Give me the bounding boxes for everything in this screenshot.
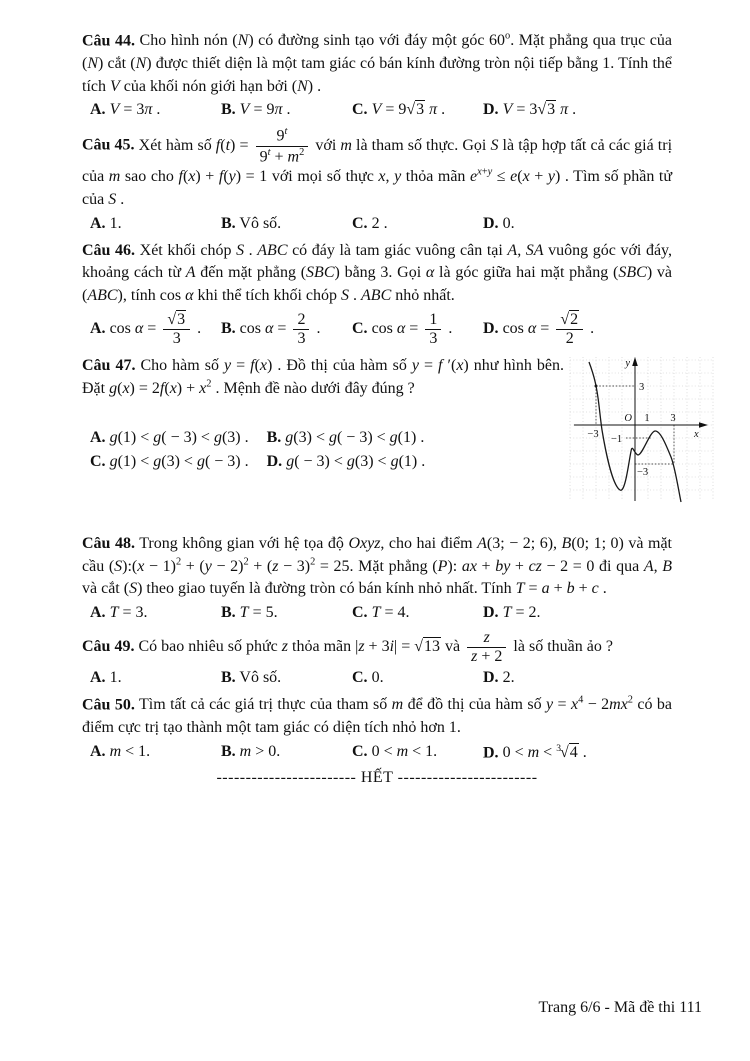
question-45-body bbox=[82, 126, 672, 211]
question-49-options bbox=[82, 669, 672, 687]
question-45-options bbox=[82, 215, 672, 233]
question-45-label: Câu 45. bbox=[82, 136, 135, 154]
q47-option-a: A. g(1) < g( − 3) < g(3) . bbox=[90, 429, 249, 447]
question-44 bbox=[82, 30, 672, 119]
q49-option-d: D. 2. bbox=[483, 668, 515, 686]
question-47 bbox=[82, 355, 699, 507]
question-45-text: Xét hàm số f(t) = $\frac{9^t}{9^t + m^2}$ với m là tham số thực. Gọi S là tập hợp tất cả các giá trị của m sao cho f(x) + f(y) = 1 với mọi số thực x, y thỏa mãn $e^{x+y} \le e(x + y)$ . Tìm số phần tử của S . bbox=[82, 126, 673, 208]
question-48 bbox=[82, 533, 672, 622]
q45-option-c: C. 2 . bbox=[352, 214, 388, 232]
q48-option-d: D. T = 2. bbox=[483, 604, 541, 622]
question-48-options bbox=[82, 604, 672, 622]
question-46-text: Xét khối chóp S . ABC có đáy là tam giác vuông cân tại A, SA vuông góc với đáy, khoảng cách từ A đến mặt phẳng (SBC) bằng 3. Gọi α là góc giữa hai mặt phẳng (SBC) và (ABC), tính cos α khi thể tích khối chóp S . ABC nhỏ nhất. bbox=[82, 241, 673, 305]
q45-option-a: A. 1. bbox=[90, 214, 122, 232]
q44-option-c: C. V = 9√3 π . bbox=[352, 101, 446, 119]
question-47-options bbox=[82, 426, 572, 474]
question-48-body bbox=[82, 533, 672, 601]
question-46 bbox=[82, 240, 672, 348]
q49-option-b: B. Vô số. bbox=[221, 668, 282, 686]
y-tick-neg1: −1 bbox=[611, 433, 623, 445]
question-50-body bbox=[82, 694, 672, 740]
q50-option-a: A. m < 1. bbox=[90, 743, 151, 761]
q44-option-b: B. V = 9π . bbox=[221, 101, 291, 119]
x-tick-1: 1 bbox=[644, 412, 650, 424]
q46-option-d: D. cos α = $\frac{√2}{2}$ . bbox=[483, 310, 595, 347]
x-axis-label: x bbox=[694, 428, 699, 440]
x-tick-3: 3 bbox=[670, 412, 676, 424]
q45-option-b: B. Vô số. bbox=[221, 214, 282, 232]
y-tick-neg3: −3 bbox=[637, 466, 649, 478]
graph-svg bbox=[568, 351, 716, 503]
question-49 bbox=[82, 629, 672, 687]
q46-option-c: C. cos α = $\frac{1}{3}$ . bbox=[352, 310, 453, 347]
q47-options-row-1 bbox=[90, 426, 572, 450]
y-axis-arrow-icon bbox=[632, 357, 638, 366]
x-axis-arrow-icon bbox=[699, 422, 708, 428]
question-49-text: Có bao nhiêu số phức z thỏa mãn |z + 3i| = √13 và $\frac{z}{z + 2}$ là số thuần ảo ? bbox=[138, 629, 613, 666]
question-44-options bbox=[82, 101, 672, 119]
q48-option-a: A. T = 3. bbox=[90, 604, 148, 622]
q47-derivative-graph bbox=[568, 351, 716, 508]
question-50 bbox=[82, 694, 672, 762]
q47-option-d: D. g( − 3) < g(3) < g(1) . bbox=[266, 453, 426, 471]
origin-label: O bbox=[624, 412, 632, 424]
question-49-label: Câu 49. bbox=[82, 638, 135, 656]
q46-option-b: B. cos α = $\frac{2}{3}$ . bbox=[221, 310, 321, 347]
question-47-label: Câu 47. bbox=[82, 356, 136, 374]
q44-option-a: A. V = 3π . bbox=[90, 101, 161, 119]
question-45 bbox=[82, 126, 672, 232]
question-50-text: Tìm tất cả các giá trị thực của tham số m để đồ thị của hàm số $y = x^4 - 2mx^2$ có ba điểm cực trị tạo thành một tam giác có diện tích nhỏ hơn 1. bbox=[82, 694, 673, 737]
q48-option-b: B. T = 5. bbox=[221, 604, 278, 622]
q47-option-c: C. g(1) < g(3) < g( − 3) . bbox=[90, 453, 249, 471]
question-47-body bbox=[82, 355, 564, 401]
question-48-label: Câu 48. bbox=[82, 534, 135, 552]
q44-option-d: D. V = 3√3 π . bbox=[483, 101, 577, 119]
y-axis-label: y bbox=[625, 357, 630, 369]
q50-option-d: D. 0 < m < $^3$√4 . bbox=[483, 742, 587, 762]
exam-content bbox=[82, 30, 699, 787]
question-49-body bbox=[82, 629, 672, 666]
question-46-label: Câu 46. bbox=[82, 241, 136, 259]
q50-option-b: B. m > 0. bbox=[221, 743, 281, 761]
question-47-text: Cho hàm số y = f(x) . Đồ thị của hàm số y = f ′(x) như hình bên. Đặt $g(x) = 2f(x) + x^2$ . Mệnh đề nào dưới đây đúng ? bbox=[82, 356, 565, 397]
question-46-body bbox=[82, 240, 672, 308]
q49-option-a: A. 1. bbox=[90, 668, 122, 686]
marked-point bbox=[595, 384, 598, 387]
question-44-label: Câu 44. bbox=[82, 32, 135, 50]
q48-option-c: C. T = 4. bbox=[352, 604, 410, 622]
q47-options-row-2 bbox=[90, 450, 572, 474]
q46-option-a: A. cos α = $\frac{√3}{3}$ . bbox=[90, 310, 202, 347]
question-48-text: Trong không gian với hệ tọa độ Oxyz, cho hai điểm A(3; − 2; 6), B(0; 1; 0) và mặt cầu (S):(x − $1)^2 + (y - 2)^2 + (z - 3)^2 = 25$. Mặt phẳng (P): ax + by + cz − 2 = 0 đi qua A, B và cắt (S) theo giao tuyến là đường tròn có bán kính nhỏ nhất. Tính T = a + b + c . bbox=[82, 534, 673, 598]
question-50-options bbox=[82, 743, 672, 762]
q49-option-c: C. 0. bbox=[352, 668, 384, 686]
page-footer: Trang 6/6 - Mã đề thi 111 bbox=[538, 999, 702, 1016]
y-tick-3: 3 bbox=[639, 381, 645, 393]
question-44-body bbox=[82, 30, 672, 98]
question-50-label: Câu 50. bbox=[82, 696, 135, 714]
q50-option-c: C. 0 < m < 1. bbox=[352, 743, 438, 761]
question-46-options bbox=[82, 311, 672, 348]
q47-option-b: B. g(3) < g( − 3) < g(1) . bbox=[266, 429, 425, 447]
x-tick-neg3: −3 bbox=[587, 428, 599, 440]
question-44-text: Cho hình nón (N) có đường sinh tạo với đáy một góc 60$^o$. Mặt phẳng qua trục của (N) cắt (N) được thiết diện là một tam giác có bán kính đường tròn nội tiếp bằng 1. Tính thể tích V của khối nón giới hạn bởi (N) . bbox=[82, 31, 673, 95]
end-marker: ------------------------ HẾT ------------------------ bbox=[216, 769, 538, 787]
q45-option-d: D. 0. bbox=[483, 214, 515, 232]
